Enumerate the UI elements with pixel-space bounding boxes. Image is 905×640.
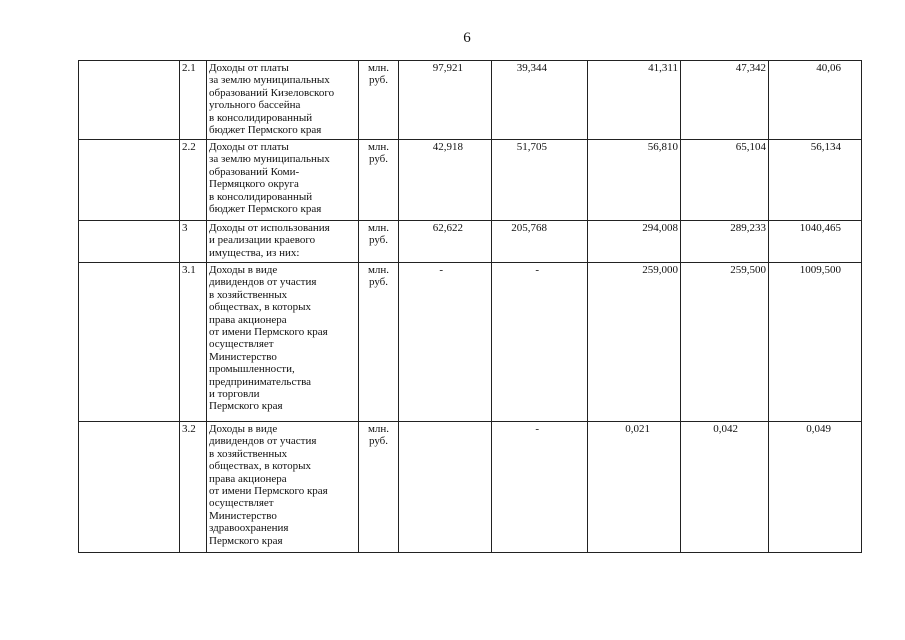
value-cell: 62,622 — [399, 221, 492, 263]
row-unit: млн. руб. — [359, 61, 399, 140]
blank-cell — [79, 263, 180, 422]
table-row — [79, 263, 862, 422]
value-cell: 0,042 — [681, 422, 769, 553]
value-cell: 0,049 — [769, 422, 862, 553]
blank-cell — [79, 422, 180, 553]
value-cell — [399, 422, 492, 553]
value-cell: 56,134 — [769, 140, 862, 221]
value-cell: 56,810 — [588, 140, 681, 221]
value-cell: 1009,500 — [769, 263, 862, 422]
value-cell: 40,06 — [769, 61, 862, 140]
value-cell: 205,768 — [492, 221, 588, 263]
table-row — [79, 221, 862, 263]
value-cell: 39,344 — [492, 61, 588, 140]
blank-cell — [79, 61, 180, 140]
table-row — [79, 140, 862, 221]
value-cell: 0,021 — [588, 422, 681, 553]
value-cell: 41,311 — [588, 61, 681, 140]
table-row — [79, 422, 862, 553]
value-cell: 97,921 — [399, 61, 492, 140]
table-row — [79, 61, 862, 140]
value-cell: - — [399, 263, 492, 422]
value-cell: 259,500 — [681, 263, 769, 422]
row-number: 3 — [180, 221, 207, 263]
row-unit: млн. руб. — [359, 263, 399, 422]
row-unit: млн. руб. — [359, 422, 399, 553]
value-cell: - — [492, 422, 588, 553]
row-number: 2.2 — [180, 140, 207, 221]
value-cell: 51,705 — [492, 140, 588, 221]
blank-cell — [79, 140, 180, 221]
value-cell: 294,008 — [588, 221, 681, 263]
row-name: Доходы от платы за землю муниципальных образований Кизеловского угольного бассейна в консолидированный бюджет Пермского края — [207, 61, 359, 140]
row-unit: млн. руб. — [359, 221, 399, 263]
row-unit: млн. руб. — [359, 140, 399, 221]
blank-cell — [79, 221, 180, 263]
page-number: 6 — [463, 30, 471, 46]
value-cell: 1040,465 — [769, 221, 862, 263]
value-cell: 289,233 — [681, 221, 769, 263]
row-number: 3.1 — [180, 263, 207, 422]
value-cell: 47,342 — [681, 61, 769, 140]
budget-table — [78, 60, 862, 553]
row-name: Доходы от платы за землю муниципальных образований Коми- Пермяцкого округа в консолидированный бюджет Пермского края — [207, 140, 359, 221]
value-cell: - — [492, 263, 588, 422]
value-cell: 65,104 — [681, 140, 769, 221]
row-name: Доходы от использования и реализации краевого имущества, из них: — [207, 221, 359, 263]
row-number: 2.1 — [180, 61, 207, 140]
value-cell: 259,000 — [588, 263, 681, 422]
value-cell: 42,918 — [399, 140, 492, 221]
row-name: Доходы в виде дивидендов от участия в хозяйственных обществах, в которых права акционера от имени Пермского края осуществляет Министерство здравоохранения Пермского края — [207, 422, 359, 553]
row-number: 3.2 — [180, 422, 207, 553]
row-name: Доходы в виде дивидендов от участия в хозяйственных обществах, в которых права акционера от имени Пермского края осуществляет Министерство промышленности, предпринимательства и торговли Пермского края — [207, 263, 359, 422]
